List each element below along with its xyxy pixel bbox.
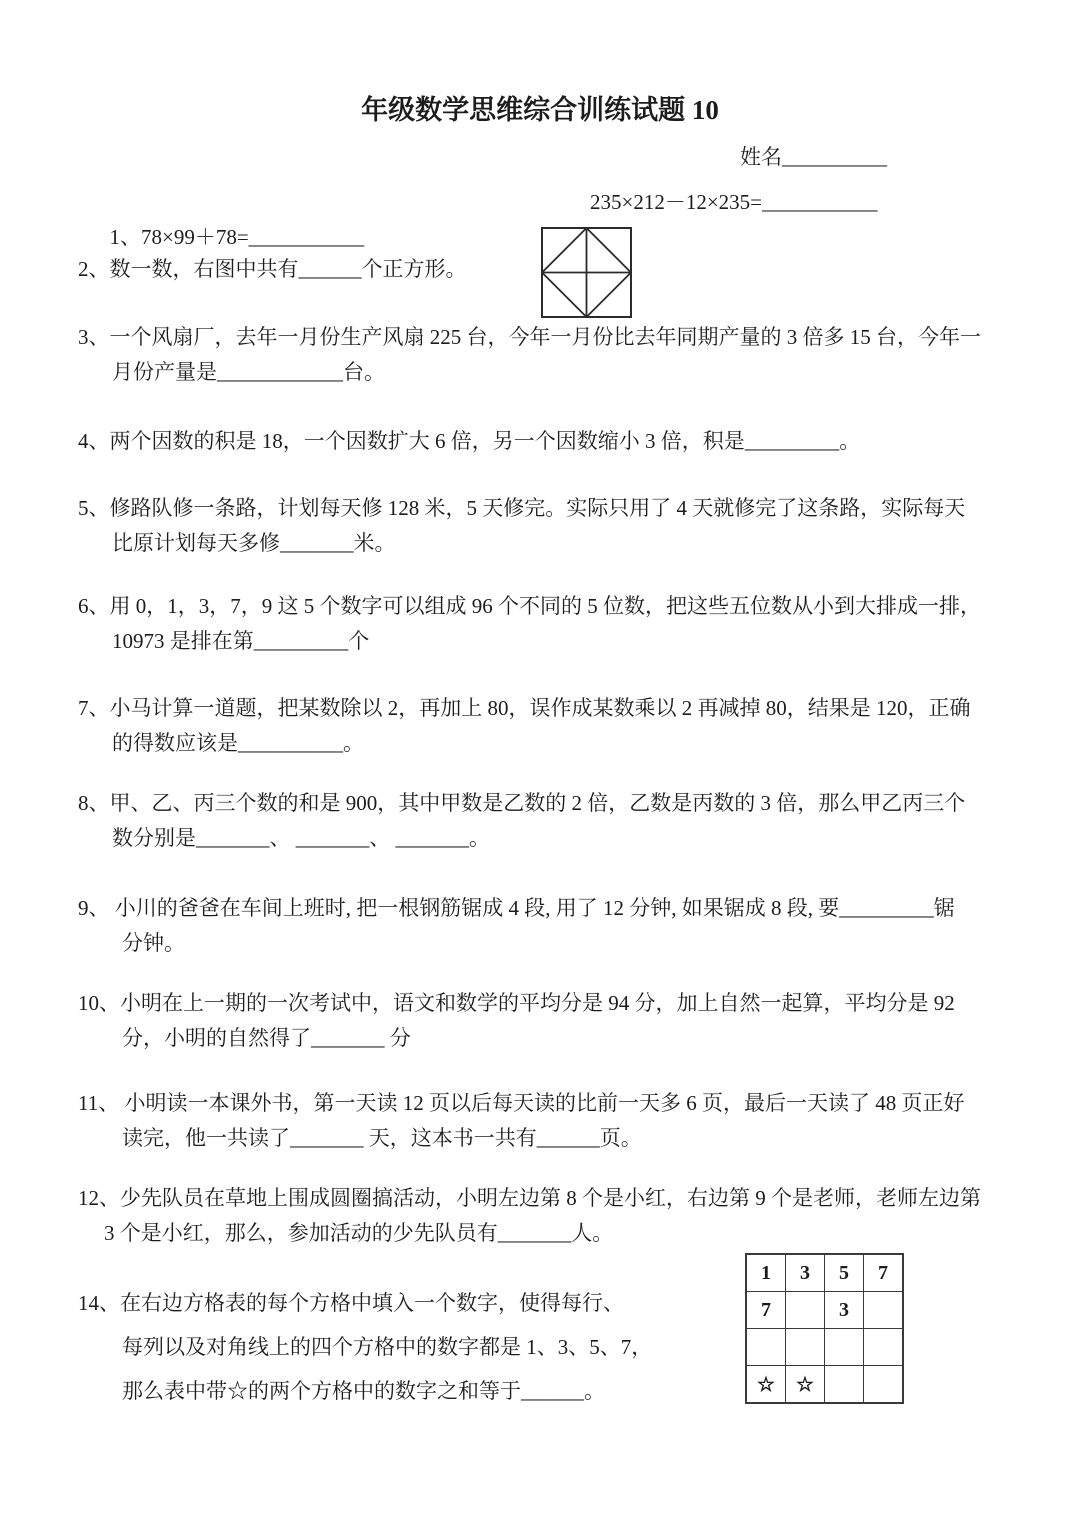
question-9-text: 分钟。 bbox=[122, 931, 185, 955]
question-10 bbox=[78, 986, 955, 1056]
question-7 bbox=[78, 691, 971, 761]
grid-row bbox=[746, 1329, 903, 1366]
question-9 bbox=[78, 891, 955, 961]
question-3-text: 月份产量是____________台。 bbox=[112, 360, 385, 384]
question-5-text: 比原计划每天多修_______米。 bbox=[112, 531, 396, 555]
grid-cell: 3 bbox=[786, 1254, 825, 1292]
question-10-text: 小明在上一期的一次考试中，语文和数学的平均分是 94 分，加上自然一起算，平均分是 92 bbox=[120, 991, 955, 1015]
grid-cell bbox=[864, 1329, 904, 1366]
question-7-text: 的得数应该是__________。 bbox=[112, 731, 364, 755]
question-14-text: 每列以及对角线上的四个方格中的数字都是 1、3、5、7， bbox=[122, 1335, 653, 1359]
question-number: 8、 bbox=[78, 791, 110, 815]
question-number: 5、 bbox=[78, 496, 110, 520]
question-4-text: 两个因数的积是 18，一个因数扩大 6 倍，另一个因数缩小 3 倍，积是_________。 bbox=[109, 429, 861, 453]
question-6-text: 用 0，1，3，7，9 这 5 个数字可以组成 96 个不同的 5 位数，把这些五位数从小到大排成一排， bbox=[109, 594, 981, 618]
grid-row bbox=[746, 1254, 903, 1292]
question-12-text: 少先队员在草地上围成圆圈搞活动，小明左边第 8 个是小红，右边第 9 个是老师，老师左边第 bbox=[120, 1186, 981, 1210]
grid-cell bbox=[786, 1292, 825, 1329]
grid-cell bbox=[746, 1329, 786, 1366]
question-7-text: 小马计算一道题，把某数除以 2，再加上 80，误作成某数乘以 2 再减掉 80，结果是 120，正确 bbox=[109, 696, 971, 720]
question-14-text: 在右边方格表的每个方格中填入一个数字，使得每行、 bbox=[120, 1291, 624, 1315]
question-12-text: 3 个是小红，那么，参加活动的少先队员有_______人。 bbox=[104, 1221, 614, 1245]
question-9-text: 小川的爸爸在车间上班时, 把一根钢筋锯成 4 段, 用了 12 分钟, 如果锯成 8 段, 要_________锯 bbox=[109, 896, 955, 920]
question-14 bbox=[78, 1281, 652, 1413]
question-8 bbox=[78, 786, 965, 856]
question-10-text: 分，小明的自然得了_______ 分 bbox=[122, 1026, 411, 1050]
question-6-text: 10973 是排在第_________个 bbox=[112, 629, 370, 653]
question-1-left-expression: 78×99＋78=___________ bbox=[141, 225, 365, 249]
number-grid bbox=[745, 1253, 904, 1404]
question-5-text: 修路队修一条路，计划每天修 128 米，5 天修完。实际只用了 4 天就修完了这条路，实际每天 bbox=[109, 496, 966, 520]
question-2-text: 数一数，右图中共有______个正方形。 bbox=[109, 257, 467, 281]
question-3-text: 一个风扇厂，去年一月份生产风扇 225 台，今年一月份比去年同期产量的 3 倍多 15 台，今年一 bbox=[109, 325, 981, 349]
question-number: 1、 bbox=[109, 225, 141, 249]
question-number: 10、 bbox=[78, 991, 120, 1015]
question-3 bbox=[78, 320, 981, 390]
grid-row bbox=[746, 1292, 903, 1329]
grid-cell-star: ☆ bbox=[746, 1366, 786, 1404]
question-5 bbox=[78, 491, 965, 561]
question-6 bbox=[78, 589, 981, 659]
grid-row bbox=[746, 1366, 903, 1404]
question-number: 14、 bbox=[78, 1291, 120, 1315]
grid-cell bbox=[825, 1366, 864, 1404]
question-number: 9、 bbox=[78, 896, 110, 920]
question-11 bbox=[78, 1086, 964, 1156]
question-14-text: 那么表中带☆的两个方格中的数字之和等于______。 bbox=[122, 1379, 605, 1403]
question-11-text: 读完，他一共读了_______ 天，这本书一共有______页。 bbox=[122, 1126, 642, 1150]
question-8-text: 甲、乙、丙三个数的和是 900，其中甲数是乙数的 2 倍，乙数是丙数的 3 倍，那么甲乙丙三个 bbox=[109, 791, 966, 815]
question-number: 3、 bbox=[78, 325, 110, 349]
question-number: 4、 bbox=[78, 429, 110, 453]
question-12 bbox=[78, 1181, 981, 1251]
name-field: 姓名__________ bbox=[740, 145, 887, 169]
question-number: 11、 bbox=[78, 1091, 120, 1115]
grid-cell: 3 bbox=[825, 1292, 864, 1329]
grid-cell: 7 bbox=[746, 1292, 786, 1329]
question-4 bbox=[78, 424, 860, 459]
question-2 bbox=[78, 252, 467, 287]
question-number: 7、 bbox=[78, 696, 110, 720]
question-number: 6、 bbox=[78, 594, 110, 618]
grid-cell: 5 bbox=[825, 1254, 864, 1292]
question-1-right-expression: 235×212－12×235=___________ bbox=[590, 190, 878, 214]
grid-cell bbox=[864, 1366, 904, 1404]
grid-cell bbox=[786, 1329, 825, 1366]
question-8-text: 数分别是_______、 _______、 _______。 bbox=[112, 826, 490, 850]
page-title: 年级数学思维综合训练试题 10 bbox=[361, 95, 719, 125]
grid-cell: 1 bbox=[746, 1254, 786, 1292]
grid-cell bbox=[864, 1292, 904, 1329]
grid-cell: 7 bbox=[864, 1254, 904, 1292]
question-11-text: 小明读一本课外书，第一天读 12 页以后每天读的比前一天多 6 页，最后一天读了 48 页正好 bbox=[119, 1091, 965, 1115]
grid-cell bbox=[825, 1329, 864, 1366]
question-number: 12、 bbox=[78, 1186, 120, 1210]
question-number: 2、 bbox=[78, 257, 110, 281]
grid-cell-star: ☆ bbox=[786, 1366, 825, 1404]
count-squares-figure bbox=[541, 227, 632, 318]
